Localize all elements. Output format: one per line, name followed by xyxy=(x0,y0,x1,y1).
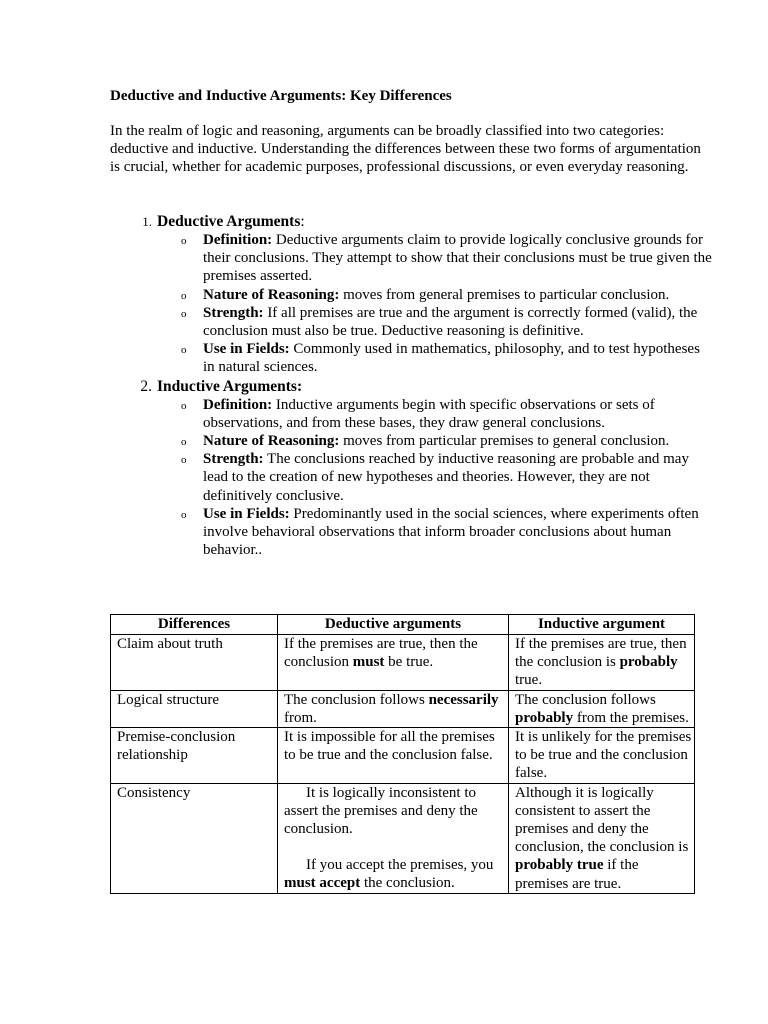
section-heading xyxy=(140,377,768,396)
cell-text: The conclusion follows xyxy=(515,691,656,708)
section-number: 2. xyxy=(140,377,152,395)
cell-emphasis: must accept xyxy=(284,875,361,892)
bullet-item xyxy=(181,396,713,432)
cell-emphasis: necessarily xyxy=(428,691,499,708)
bullet-marker: o xyxy=(181,454,187,467)
inductive-cell xyxy=(509,783,695,893)
row-label: Logical structure xyxy=(111,690,278,727)
bullet-item xyxy=(181,505,713,560)
table-row xyxy=(111,635,695,691)
row-label: Premise-conclusion relationship xyxy=(111,728,278,784)
cell-emphasis: must xyxy=(352,654,385,671)
bullet-text: If all premises are true and the argument is correctly formed (valid), the conclusion must also be true. Deductive reasoning is definitive. xyxy=(203,304,698,340)
deductive-cell xyxy=(278,783,509,893)
differences-table xyxy=(110,614,695,894)
cell-emphasis: probably xyxy=(619,654,678,671)
cell-text: If the premises are true, then the conclusion xyxy=(284,636,478,671)
bullet-text: Commonly used in mathematics, philosophy, and to test hypotheses in natural sciences. xyxy=(203,341,700,376)
bullet-term: Nature of Reasoning: xyxy=(203,286,340,303)
intro-paragraph: In the realm of logic and reasoning, arguments can be broadly classified into two categories: deductive and inductive. Understanding the differences between these two forms of argumentation is crucial, whether for academic purposes, professional discussions, or even everyday reasoning. xyxy=(110,123,701,176)
cell-emphasis: probably xyxy=(515,709,574,726)
bullet-item xyxy=(181,432,713,450)
section-suffix: : xyxy=(300,213,305,230)
cell-text: from. xyxy=(284,709,317,726)
paragraph-gap xyxy=(284,838,508,856)
row-label: Consistency xyxy=(111,783,278,893)
deductive-cell xyxy=(278,690,509,727)
bullet-term: Nature of Reasoning: xyxy=(203,433,340,450)
section-heading xyxy=(142,212,768,231)
table-row xyxy=(111,783,695,893)
bullet-item xyxy=(181,286,713,304)
bullet-term: Strength: xyxy=(203,304,264,321)
bullet-text: moves from general premises to particular conclusion. xyxy=(339,286,670,303)
section-number: 1. xyxy=(142,214,152,229)
cell-text: if the premises are true. xyxy=(515,857,639,892)
bullet-term: Use in Fields: xyxy=(203,341,290,358)
row-label: Claim about truth xyxy=(111,635,278,691)
bullet-item xyxy=(181,450,713,505)
bullet-marker: o xyxy=(181,508,187,521)
column-header: Differences xyxy=(111,615,278,635)
section-label: Deductive Arguments xyxy=(157,213,301,230)
argument-sections xyxy=(0,212,768,559)
cell-text: If the premises are true, then the conclusion is xyxy=(515,636,687,671)
bullet-text: Deductive arguments claim to provide logically conclusive grounds for their conclusions. They attempt to show that their conclusions must be true given the premises asserted. xyxy=(203,232,712,285)
inductive-cell xyxy=(509,635,695,691)
bullet-marker: o xyxy=(181,289,187,302)
bullet-term: Definition: xyxy=(203,232,273,248)
cell-paragraph: It is logically inconsistent to assert the premises and deny the conclusion. xyxy=(284,784,478,838)
bullet-item xyxy=(181,231,713,286)
bullet-term: Strength: xyxy=(203,451,264,468)
column-header: Deductive arguments xyxy=(278,615,509,635)
table-row xyxy=(111,690,695,727)
bullet-text: Inductive arguments begin with specific observations or sets of observations, and from these bases, they draw general conclusions. xyxy=(203,396,655,431)
inductive-cell xyxy=(509,690,695,727)
bullet-item xyxy=(181,304,713,340)
cell-text: The conclusion follows xyxy=(284,691,429,708)
bullet-marker: o xyxy=(181,399,187,412)
cell-text: If you accept the premises, you xyxy=(306,857,494,874)
section-label: Inductive Arguments: xyxy=(157,377,303,395)
bullet-term: Definition: xyxy=(203,396,273,413)
bullet-term: Use in Fields: xyxy=(203,505,290,522)
cell-text: be true. xyxy=(384,654,434,671)
cell-text: the conclusion. xyxy=(360,875,455,892)
cell-paragraph xyxy=(284,856,508,892)
table-row xyxy=(111,728,695,784)
column-header: Inductive argument xyxy=(509,615,695,635)
cell-emphasis: probably true xyxy=(515,857,604,874)
bullet-list xyxy=(0,231,768,377)
section-inductive xyxy=(0,377,768,560)
deductive-cell: It is impossible for all the premises to be true and the conclusion false. xyxy=(278,728,509,784)
cell-text: Although it is logically consistent to assert the premises and deny the conclusion, the conclusion is xyxy=(515,784,689,856)
inductive-cell: It is unlikely for the premises to be true and the conclusion false. xyxy=(509,728,695,784)
bullet-text: The conclusions reached by inductive reasoning are probable and may lead to the creation of new hypotheses and theories. However, they are not definitively conclusive. xyxy=(203,451,689,504)
cell-text: true. xyxy=(515,672,543,689)
table-header-row xyxy=(111,615,695,635)
cell-text: from the premises. xyxy=(573,709,689,726)
section-deductive xyxy=(0,212,768,377)
deductive-cell xyxy=(278,635,509,691)
bullet-marker: o xyxy=(181,235,187,247)
bullet-text: moves from particular premises to general conclusion. xyxy=(339,433,670,450)
bullet-item xyxy=(181,340,713,376)
bullet-list xyxy=(0,396,768,560)
bullet-marker: o xyxy=(181,307,187,320)
document-title: Deductive and Inductive Arguments: Key Differences xyxy=(110,88,452,104)
bullet-marker: o xyxy=(181,344,187,357)
bullet-text: Predominantly used in the social sciences, where experiments often involve behavioral observations that inform broader conclusions about human behavior.. xyxy=(203,505,699,559)
bullet-marker: o xyxy=(181,436,187,449)
